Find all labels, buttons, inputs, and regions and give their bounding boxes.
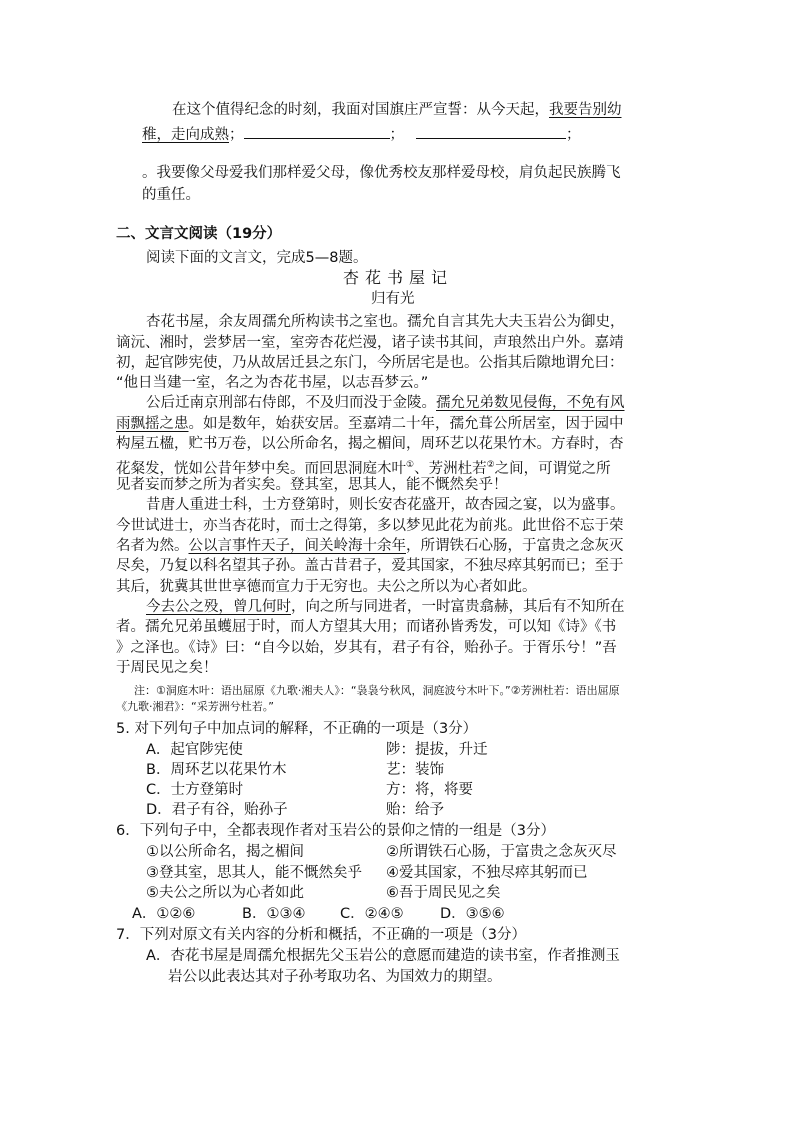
oath-line-2 <box>142 124 581 145</box>
q6-choice-c[interactable] <box>340 904 404 924</box>
footnote-marker: ② <box>486 460 495 470</box>
q6-item-4: ④爱其国家，不独尽瘁其躬而已 <box>386 865 588 881</box>
passage-line <box>146 393 625 413</box>
fill-blank-1[interactable] <box>244 124 390 139</box>
passage-line: 者。孺允兄弟虽蠖屈于时，而人方望其大用；而诸孙皆秀发，可以知《诗》《书 <box>116 619 617 635</box>
passage-author: 归有光 <box>371 291 415 307</box>
q5-gloss-a: 陟：提拔，升迁 <box>386 742 488 758</box>
choice-letter: C． <box>340 906 365 922</box>
oath-line-3: 。我要像父母爱我们那样爱父母，像优秀校友那样爱母校，肩负起民族腾飞 <box>142 165 621 181</box>
passage-line <box>116 414 624 434</box>
q6-choice-a[interactable] <box>132 904 195 924</box>
section-intro: 阅读下面的文言文，完成5—8题。 <box>146 250 368 266</box>
passage-title: 杏花书屋记 <box>343 268 454 287</box>
choice-letter: A． <box>132 906 157 922</box>
separator: ； <box>566 127 581 143</box>
passage-line <box>146 597 625 617</box>
q6-item-3: ③登其室，思其人，能不慨然矣乎 <box>146 865 362 881</box>
q5-gloss-c: 方：将，将要 <box>386 782 473 798</box>
separator: ； <box>229 127 244 143</box>
passage-line: 见者妄而梦之所为者实矣。登其室，思其人，能不慨然矣乎！ <box>116 477 508 493</box>
passage-line: 杏花书屋，余友周孺允所构读书之室也。孺允自言其先大夫玉岩公为御史， <box>146 314 625 330</box>
oath-text: 在这个值得纪念的时刻，我面对国旗庄严宣誓：从今天起， <box>172 102 549 118</box>
q5-option-c[interactable]: C．士方登第时 <box>146 782 244 798</box>
passage-text: 花粲发，恍如公昔年梦中矣。而回思洞庭木叶 <box>116 460 406 477</box>
passage-line: “他日当建一室，名之为杏花书屋，以志吾梦云。” <box>116 375 429 391</box>
oath-underlined-text: 稚，走向成熟 <box>142 127 229 143</box>
oath-line-4: 的重任。 <box>142 187 200 203</box>
passage-text: 之间，可谓觉之所 <box>494 460 611 477</box>
footnote-line: 《九歌·湘君》：“采芳洲兮杜若。” <box>116 700 274 713</box>
q5-option-d[interactable]: D．君子有谷，贻孙子 <box>146 802 288 818</box>
passage-line: 》之泽也。《诗》曰：“自今以始，岁其有，君子有谷，贻孙子。于胥乐兮！”吾 <box>116 640 617 656</box>
passage-text: 、芳洲杜若 <box>414 460 487 477</box>
passage-line: 初，起官陟宪使，乃从故居迁县之东门，今所居宅是也。公指其后隙地谓允曰： <box>116 355 624 371</box>
q7-option-a-line-1[interactable]: A．杏花书屋是周孺允根据先父玉岩公的意愿而建造的读书室，作者推测玉 <box>146 948 620 964</box>
separator: ； <box>389 127 404 143</box>
passage-line: 谪沅、湘时，尝梦居一室，室旁杏花烂漫，诸子读书其间，声琅然出户外。嘉靖 <box>116 335 624 351</box>
oath-underlined-text: 我要告别幼 <box>549 102 622 118</box>
passage-line: 尽矣，乃复以科名望其子孙。盖古昔君子，爱其国家，不独尽瘁其躬而已；至于 <box>116 558 624 574</box>
passage-text: 。如是数年，始获安居。至嘉靖二十年，孺允葺公所居室，因于园中 <box>188 416 624 432</box>
q5-gloss-d: 贻：给予 <box>386 802 444 818</box>
passage-line: 昔唐人重进士科，士方登第时，则长安杏花盛开，故杏园之宴，以为盛事。 <box>146 497 625 513</box>
passage-line: 其后，犹冀其世世享德而宣力于无穷也。夫公之所以为心者如此。 <box>116 579 537 595</box>
passage-text: ，向之所与同进者，一时富贵翕赫，其后有不知所在 <box>291 599 625 615</box>
choice-answer: ③⑤⑥ <box>465 906 505 922</box>
choice-answer: ①②⑥ <box>156 906 196 922</box>
q6-item-1: ①以公所命名，揭之楣间 <box>146 844 304 860</box>
q5-option-b[interactable]: B．周环艺以花果竹木 <box>146 762 287 778</box>
passage-line <box>116 536 624 556</box>
q5-gloss-b: 艺：装饰 <box>386 762 444 778</box>
q6-item-6: ⑥吾于周民见之矣 <box>386 885 501 901</box>
footnote-marker: ① <box>406 460 415 470</box>
passage-line: 今世试进士，亦当杏花时，而士之得第，多以梦见此花为前兆。此世俗不忘于荣 <box>116 518 624 534</box>
choice-letter: D． <box>440 906 466 922</box>
question-5-stem: 5. 对下列句子中加点词的解释，不正确的一项是（3分） <box>116 721 478 737</box>
section-heading: 二、文言文阅读（19分） <box>116 226 282 242</box>
choice-letter: B． <box>242 906 267 922</box>
passage-line: 于周民见之矣！ <box>116 660 218 676</box>
q6-choice-d[interactable] <box>440 904 505 924</box>
q7-option-a-line-2: 岩公以此表达其对子孙考取功名、为国效力的期望。 <box>168 969 502 985</box>
passage-text: 名者为然。 <box>116 538 189 554</box>
passage-line: 构屋五楹，贮书万卷，以公所命名，揭之楣间，周环艺以花果竹木。方春时，杏 <box>116 436 624 452</box>
fill-blank-2[interactable] <box>416 124 566 139</box>
choice-answer: ①③④ <box>266 906 306 922</box>
oath-line-1 <box>172 100 622 120</box>
q6-item-2: ②所谓铁石心肠，于富贵之念灰灭尽 <box>386 844 617 860</box>
underlined-sentence: 孺允兄弟数见侵侮，不免有风 <box>436 395 625 411</box>
footnote-line: 注：①洞庭木叶：语出屈原《九歌·湘夫人》：“袅袅兮秋风，洞庭波兮木叶下。”②芳洲杜若：语出屈原 <box>134 684 620 697</box>
passage-text: 公后迁南京刑部右侍郎，不及归而没于金陵。 <box>146 395 436 411</box>
choice-answer: ②④⑤ <box>364 906 404 922</box>
underlined-sentence: 今去公之殁，曾几何时 <box>146 599 291 615</box>
q5-option-a[interactable]: A．起官陟宪使 <box>146 742 243 758</box>
q6-choice-b[interactable] <box>242 904 305 924</box>
q6-item-5: ⑤夫公之所以为心者如此 <box>146 885 304 901</box>
passage-text: ，所谓铁石心肠，于富贵之念灰灭 <box>406 538 624 554</box>
question-7-stem: 7．下列对原文有关内容的分析和概括，不正确的一项是（3分） <box>116 927 526 943</box>
question-6-stem: 6．下列句子中，全都表现作者对玉岩公的景仰之情的一组是（3分） <box>116 823 555 839</box>
underlined-sentence: 雨飘摇之患 <box>116 416 189 432</box>
underlined-sentence: 公以言事忤天子，间关岭海十余年 <box>188 538 406 554</box>
